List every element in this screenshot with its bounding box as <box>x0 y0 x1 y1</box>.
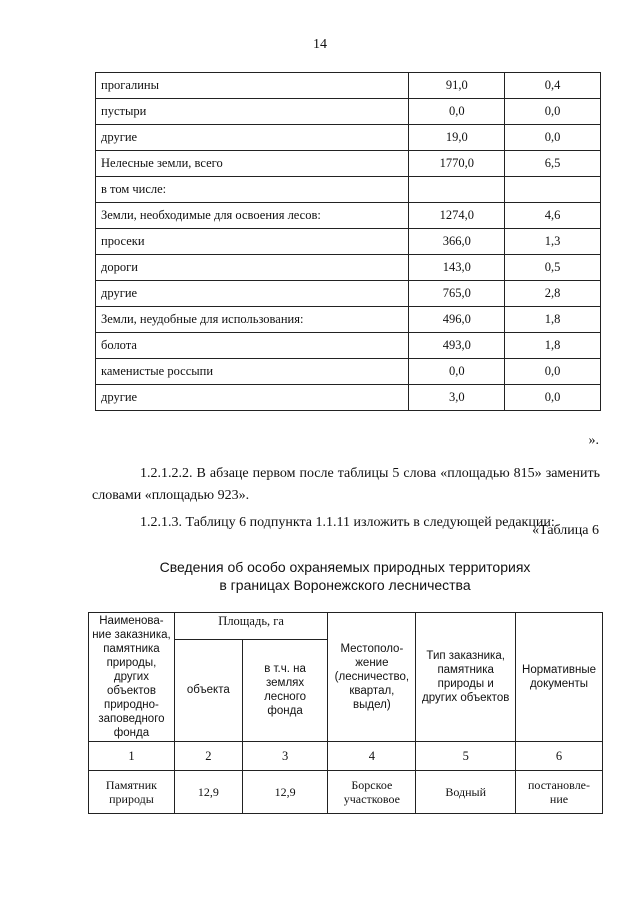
area-value: 1274,0 <box>409 203 505 229</box>
column-number: 4 <box>328 742 416 771</box>
area-value: 1770,0 <box>409 151 505 177</box>
area-value: 3,0 <box>409 385 505 411</box>
column-number-row <box>89 742 603 771</box>
area-value: 19,0 <box>409 125 505 151</box>
area-value: 493,0 <box>409 333 505 359</box>
table-row <box>96 203 601 229</box>
table-row <box>96 151 601 177</box>
land-category: другие <box>96 385 409 411</box>
column-number: 5 <box>416 742 516 771</box>
land-category: прогалины <box>96 73 409 99</box>
land-category: пустыри <box>96 99 409 125</box>
percent-value: 0,0 <box>505 359 601 385</box>
table-row <box>96 125 601 151</box>
land-category: другие <box>96 281 409 307</box>
header-type: Тип заказника, памятника природы и других объектов <box>416 613 516 742</box>
land-category: Земли, неудобные для использования: <box>96 307 409 333</box>
column-number: 3 <box>242 742 328 771</box>
percent-value: 0,0 <box>505 125 601 151</box>
header-name: Наименова-ние заказника, памятника природы, других объектов природно-заповедного фонда <box>89 613 175 742</box>
table-row <box>96 307 601 333</box>
area-value: 0,0 <box>409 359 505 385</box>
percent-value <box>505 177 601 203</box>
land-category: дороги <box>96 255 409 281</box>
land-category: другие <box>96 125 409 151</box>
percent-value: 0,0 <box>505 385 601 411</box>
table-caption <box>0 558 640 594</box>
land-category: Земли, необходимые для освоения лесов: <box>96 203 409 229</box>
amendment-paragraph-2: 1.2.1.3. Таблицу 6 подпункта 1.1.11 изложить в следующей редакции: <box>140 515 555 530</box>
percent-value: 1,8 <box>505 307 601 333</box>
table-row <box>96 73 601 99</box>
land-category: Нелесные земли, всего <box>96 151 409 177</box>
header-area-group: Площадь, га <box>174 613 328 640</box>
land-category: в том числе: <box>96 177 409 203</box>
land-category: просеки <box>96 229 409 255</box>
header-area-object: объекта <box>174 639 242 741</box>
territory-name: Памятник природы <box>89 771 175 814</box>
table-row <box>89 771 603 814</box>
table-row <box>96 229 601 255</box>
percent-value: 6,5 <box>505 151 601 177</box>
page-number: 14 <box>313 37 327 52</box>
area-value: 496,0 <box>409 307 505 333</box>
table-row <box>96 333 601 359</box>
land-category: болота <box>96 333 409 359</box>
territory-area-forest: 12,9 <box>242 771 328 814</box>
header-location: Местополо-жение (лесничество, квартал, выдел) <box>328 613 416 742</box>
table-row <box>96 281 601 307</box>
land-category: каменистые россыпи <box>96 359 409 385</box>
territory-type: Водный <box>416 771 516 814</box>
territory-docs: постановле-ние <box>516 771 603 814</box>
percent-value: 4,6 <box>505 203 601 229</box>
amendment-paragraph-1: 1.2.1.2.2. В абзаце первом после таблицы 5 слова «площадью 815» заменить словами «площадью 923». <box>92 466 600 503</box>
table-row <box>96 385 601 411</box>
area-value: 143,0 <box>409 255 505 281</box>
closing-quote: ». <box>588 433 599 448</box>
table-row <box>96 255 601 281</box>
column-number: 6 <box>516 742 603 771</box>
header-area-forest: в т.ч. на землях лесного фонда <box>242 639 328 741</box>
area-value: 91,0 <box>409 73 505 99</box>
territory-location: Борское участковое <box>328 771 416 814</box>
percent-value: 1,8 <box>505 333 601 359</box>
table-row <box>96 177 601 203</box>
territory-area-object: 12,9 <box>174 771 242 814</box>
area-value <box>409 177 505 203</box>
percent-value: 0,0 <box>505 99 601 125</box>
area-value: 0,0 <box>409 99 505 125</box>
header-docs: Нормативные документы <box>516 613 603 742</box>
percent-value: 0,5 <box>505 255 601 281</box>
caption-line-2: в границах Воронежского лесничества <box>219 577 471 593</box>
area-value: 765,0 <box>409 281 505 307</box>
column-number: 2 <box>174 742 242 771</box>
percent-value: 1,3 <box>505 229 601 255</box>
table-row <box>96 99 601 125</box>
percent-value: 0,4 <box>505 73 601 99</box>
protected-areas-table <box>88 612 603 814</box>
column-number: 1 <box>89 742 175 771</box>
land-category-table <box>95 72 601 411</box>
area-value: 366,0 <box>409 229 505 255</box>
table-label: «Таблица 6 <box>532 523 599 538</box>
caption-line-1: Сведения об особо охраняемых природных территориях <box>159 559 531 575</box>
table-row <box>96 359 601 385</box>
percent-value: 2,8 <box>505 281 601 307</box>
